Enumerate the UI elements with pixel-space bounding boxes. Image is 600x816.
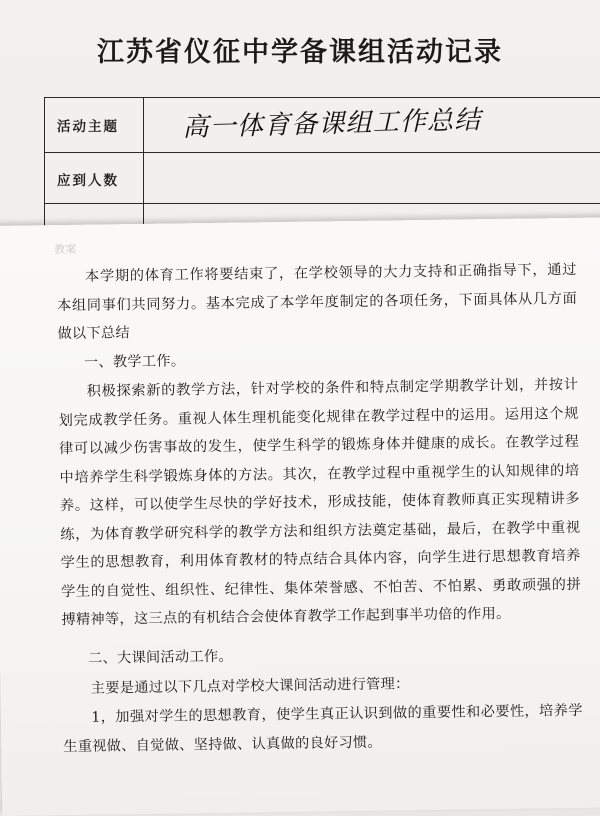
table-row-topic [45, 98, 600, 153]
section1-body: 积极探索新的教学方法，针对学校的条件和特点制定学期教学计划，并按计划完成教学任务。重视人体生理机能变化规律在教学过程中的运用。运用这个规律可以减少伤害事故的发生，使学生科学的锻炼身体并健康的成长。在教学过程中培养学生科学锻炼身体的方法。其次，在教学过程中重视学生的认知规律的培养。这样，可以使学生尽快的学好技术，形成技能，使体育教师真正实现精讲多练，为体育教学研究科学的教学方法和组织方法奠定基础，最后，在教学中重视学生的思想教育，利用体育教材的特点结合具体内容，向学生进行思想教育培养学生的自觉性、组织性、纪律性、集体荣誉感、不怕苦、不怕累、勇敢顽强的拼搏精神等，这三点的有机结合会使体育教学工作起到事半功倍的作用。 [58, 376, 582, 629]
section2-item1: 1，加强对学生的思想教育，使学生真正认识到做的重要性和必要性，培养学生重视做、自觉做、坚持做、认真做的良好习惯。 [63, 702, 583, 755]
intro-paragraph: 本学期的体育工作将要结束了，在学校领导的大力支持和正确指导下，通过本组同事们共同努力。基本完成了本学年度制定的各项任务，下面具体从几方面做以下总结 [57, 261, 578, 343]
section1-heading: 一、教学工作。 [83, 353, 186, 371]
attendance-label: 应到人数 [57, 173, 119, 189]
summary-sheet [0, 217, 600, 816]
bleed-through-text: 教案 [54, 242, 77, 257]
form-title: 江苏省仪征中学备课组活动记录 [97, 37, 503, 68]
topic-handwritten-value: 高一体育备课组工作总结 [181, 105, 487, 143]
table-row-attendance [45, 153, 600, 204]
topic-label: 活动主题 [57, 119, 119, 135]
section2-intro: 主要是通过以下几点对学校大课间活动进行管理： [90, 676, 410, 697]
section2-heading: 二、大课间活动工作。 [87, 648, 234, 667]
